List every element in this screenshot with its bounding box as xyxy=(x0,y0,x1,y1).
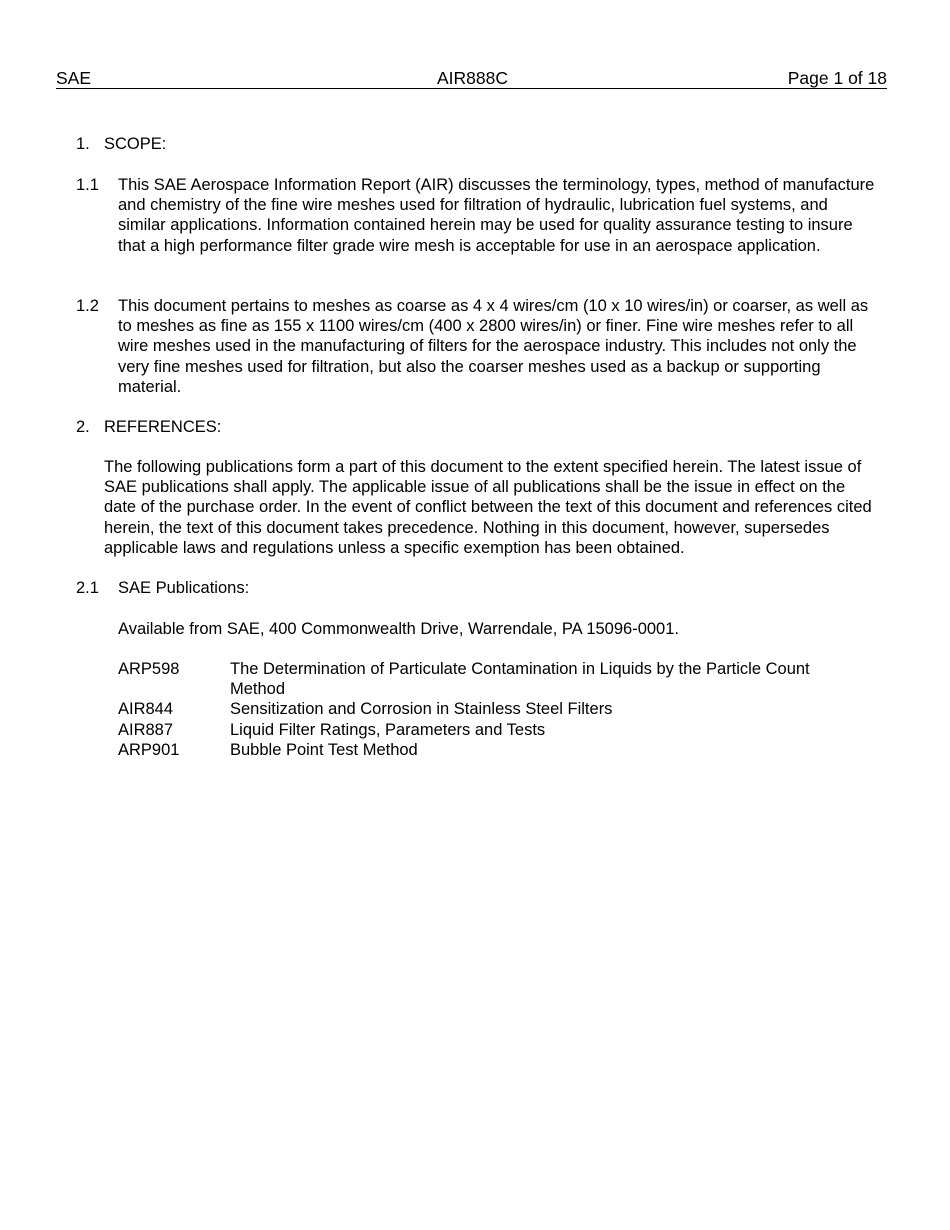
reference-code: AIR887 xyxy=(118,720,174,739)
reference-code: AIR844 xyxy=(118,700,174,719)
reference-code: ARP901 xyxy=(118,740,180,759)
reference-title: The Determination of Particulate Contamination in Liquids by the Particle Count Method xyxy=(230,660,810,699)
paragraph-number: 2.1 xyxy=(76,579,99,597)
section-number: 2. xyxy=(76,418,90,436)
reference-item xyxy=(118,720,858,740)
reference-title: Sensitization and Corrosion in Stainless Steel Filters xyxy=(230,700,613,719)
subsection-2-1-heading xyxy=(76,578,876,598)
paragraph-text: This document pertains to meshes as coarse as 4 x 4 wires/cm (10 x 10 wires/in) or coarser, as well as to meshes as fine as 155 x 1100 wires/cm (400 x 2800 wires/in) or finer. Fine wire meshes refer to all wire meshes used in the manufacturing of filters for the aerospace industry. This includes not only the very fine meshes used for filtration, but also the coarser meshes used as a backup or supporting material. xyxy=(118,297,869,396)
header-organization: SAE xyxy=(56,68,92,88)
section-title: SCOPE: xyxy=(104,135,167,153)
header-document-id: AIR888C xyxy=(437,68,509,88)
reference-code: ARP598 xyxy=(118,660,180,678)
header-page-number: Page 1 of 18 xyxy=(787,68,887,88)
subsection-title: SAE Publications: xyxy=(118,579,250,597)
availability-text: Available from SAE, 400 Commonwealth Drive, Warrendale, PA 15096-0001. xyxy=(118,620,679,638)
reference-title: Bubble Point Test Method xyxy=(230,740,418,759)
page-header xyxy=(56,68,887,89)
section-title: REFERENCES: xyxy=(104,418,222,436)
paragraph-number: 1.2 xyxy=(76,297,99,315)
paragraph-1-1 xyxy=(76,175,876,256)
reference-item xyxy=(118,699,858,719)
section-number: 1. xyxy=(76,135,90,153)
reference-title: Liquid Filter Ratings, Parameters and Tests xyxy=(230,720,546,739)
references-intro-paragraph: The following publications form a part of this document to the extent specified herein. The latest issue of SAE publications shall apply. The applicable issue of all publications shall be the issue in effect on the date of the purchase order. In the event of conflict between the text of this document and references cited herein, the text of this document takes precedence. Nothing in this document, however, supersedes applicable laws and regulations unless a specific exemption has been obtained. xyxy=(104,458,872,557)
reference-item xyxy=(118,659,858,699)
reference-item xyxy=(118,740,858,760)
paragraph-text: This SAE Aerospace Information Report (AIR) discusses the terminology, types, method of manufacture and chemistry of the fine wire meshes used for filtration of hydraulic, lubrication fuel systems, and similar applications. Information contained herein may be used for quality assurance testing to insure that a high performance filter grade wire mesh is acceptable for use in an aerospace application. xyxy=(118,176,875,255)
paragraph-1-2 xyxy=(76,296,876,397)
paragraph-number: 1.1 xyxy=(76,176,99,194)
reference-list xyxy=(118,659,858,760)
